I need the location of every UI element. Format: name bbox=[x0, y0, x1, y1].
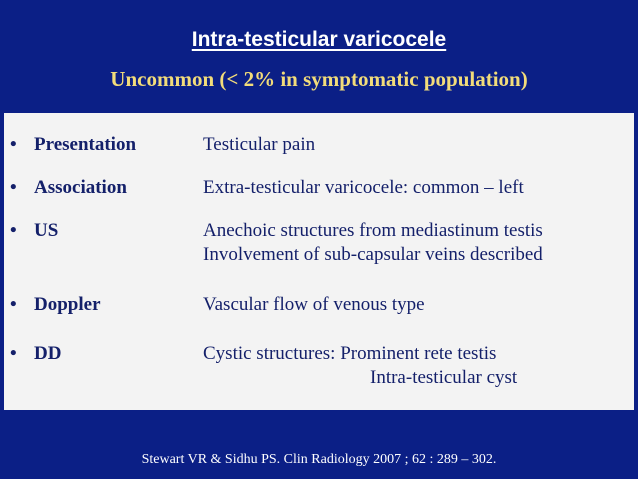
item-value-continued: Intra-testicular cyst bbox=[370, 367, 518, 388]
item-value: Vascular flow of venous type bbox=[203, 294, 425, 315]
bullet-icon: • bbox=[10, 294, 17, 315]
item-label: Presentation bbox=[34, 134, 137, 155]
item-value: Testicular pain bbox=[203, 134, 316, 155]
item-label: Doppler bbox=[34, 294, 101, 315]
item-value: Extra-testicular varicocele: common – left bbox=[203, 177, 524, 198]
item-value: Cystic structures: Prominent rete testis bbox=[203, 343, 497, 364]
content-panel bbox=[4, 113, 634, 410]
item-label: Association bbox=[34, 177, 127, 198]
slide-title: Intra-testicular varicocele bbox=[191, 28, 447, 51]
item-label: DD bbox=[34, 343, 62, 364]
bullet-icon: • bbox=[10, 134, 17, 155]
item-value-continued: Involvement of sub-capsular veins described bbox=[203, 244, 543, 265]
item-label: US bbox=[34, 220, 59, 241]
bullet-icon: • bbox=[10, 343, 17, 364]
bullet-icon: • bbox=[10, 177, 17, 198]
bullet-icon: • bbox=[10, 220, 17, 241]
citation: Stewart VR & Sidhu PS. Clin Radiology 2007 ; 62 : 289 – 302. bbox=[141, 452, 497, 467]
slide-subtitle: Uncommon (< 2% in symptomatic population) bbox=[110, 67, 528, 91]
item-value: Anechoic structures from mediastinum testis bbox=[203, 220, 543, 241]
